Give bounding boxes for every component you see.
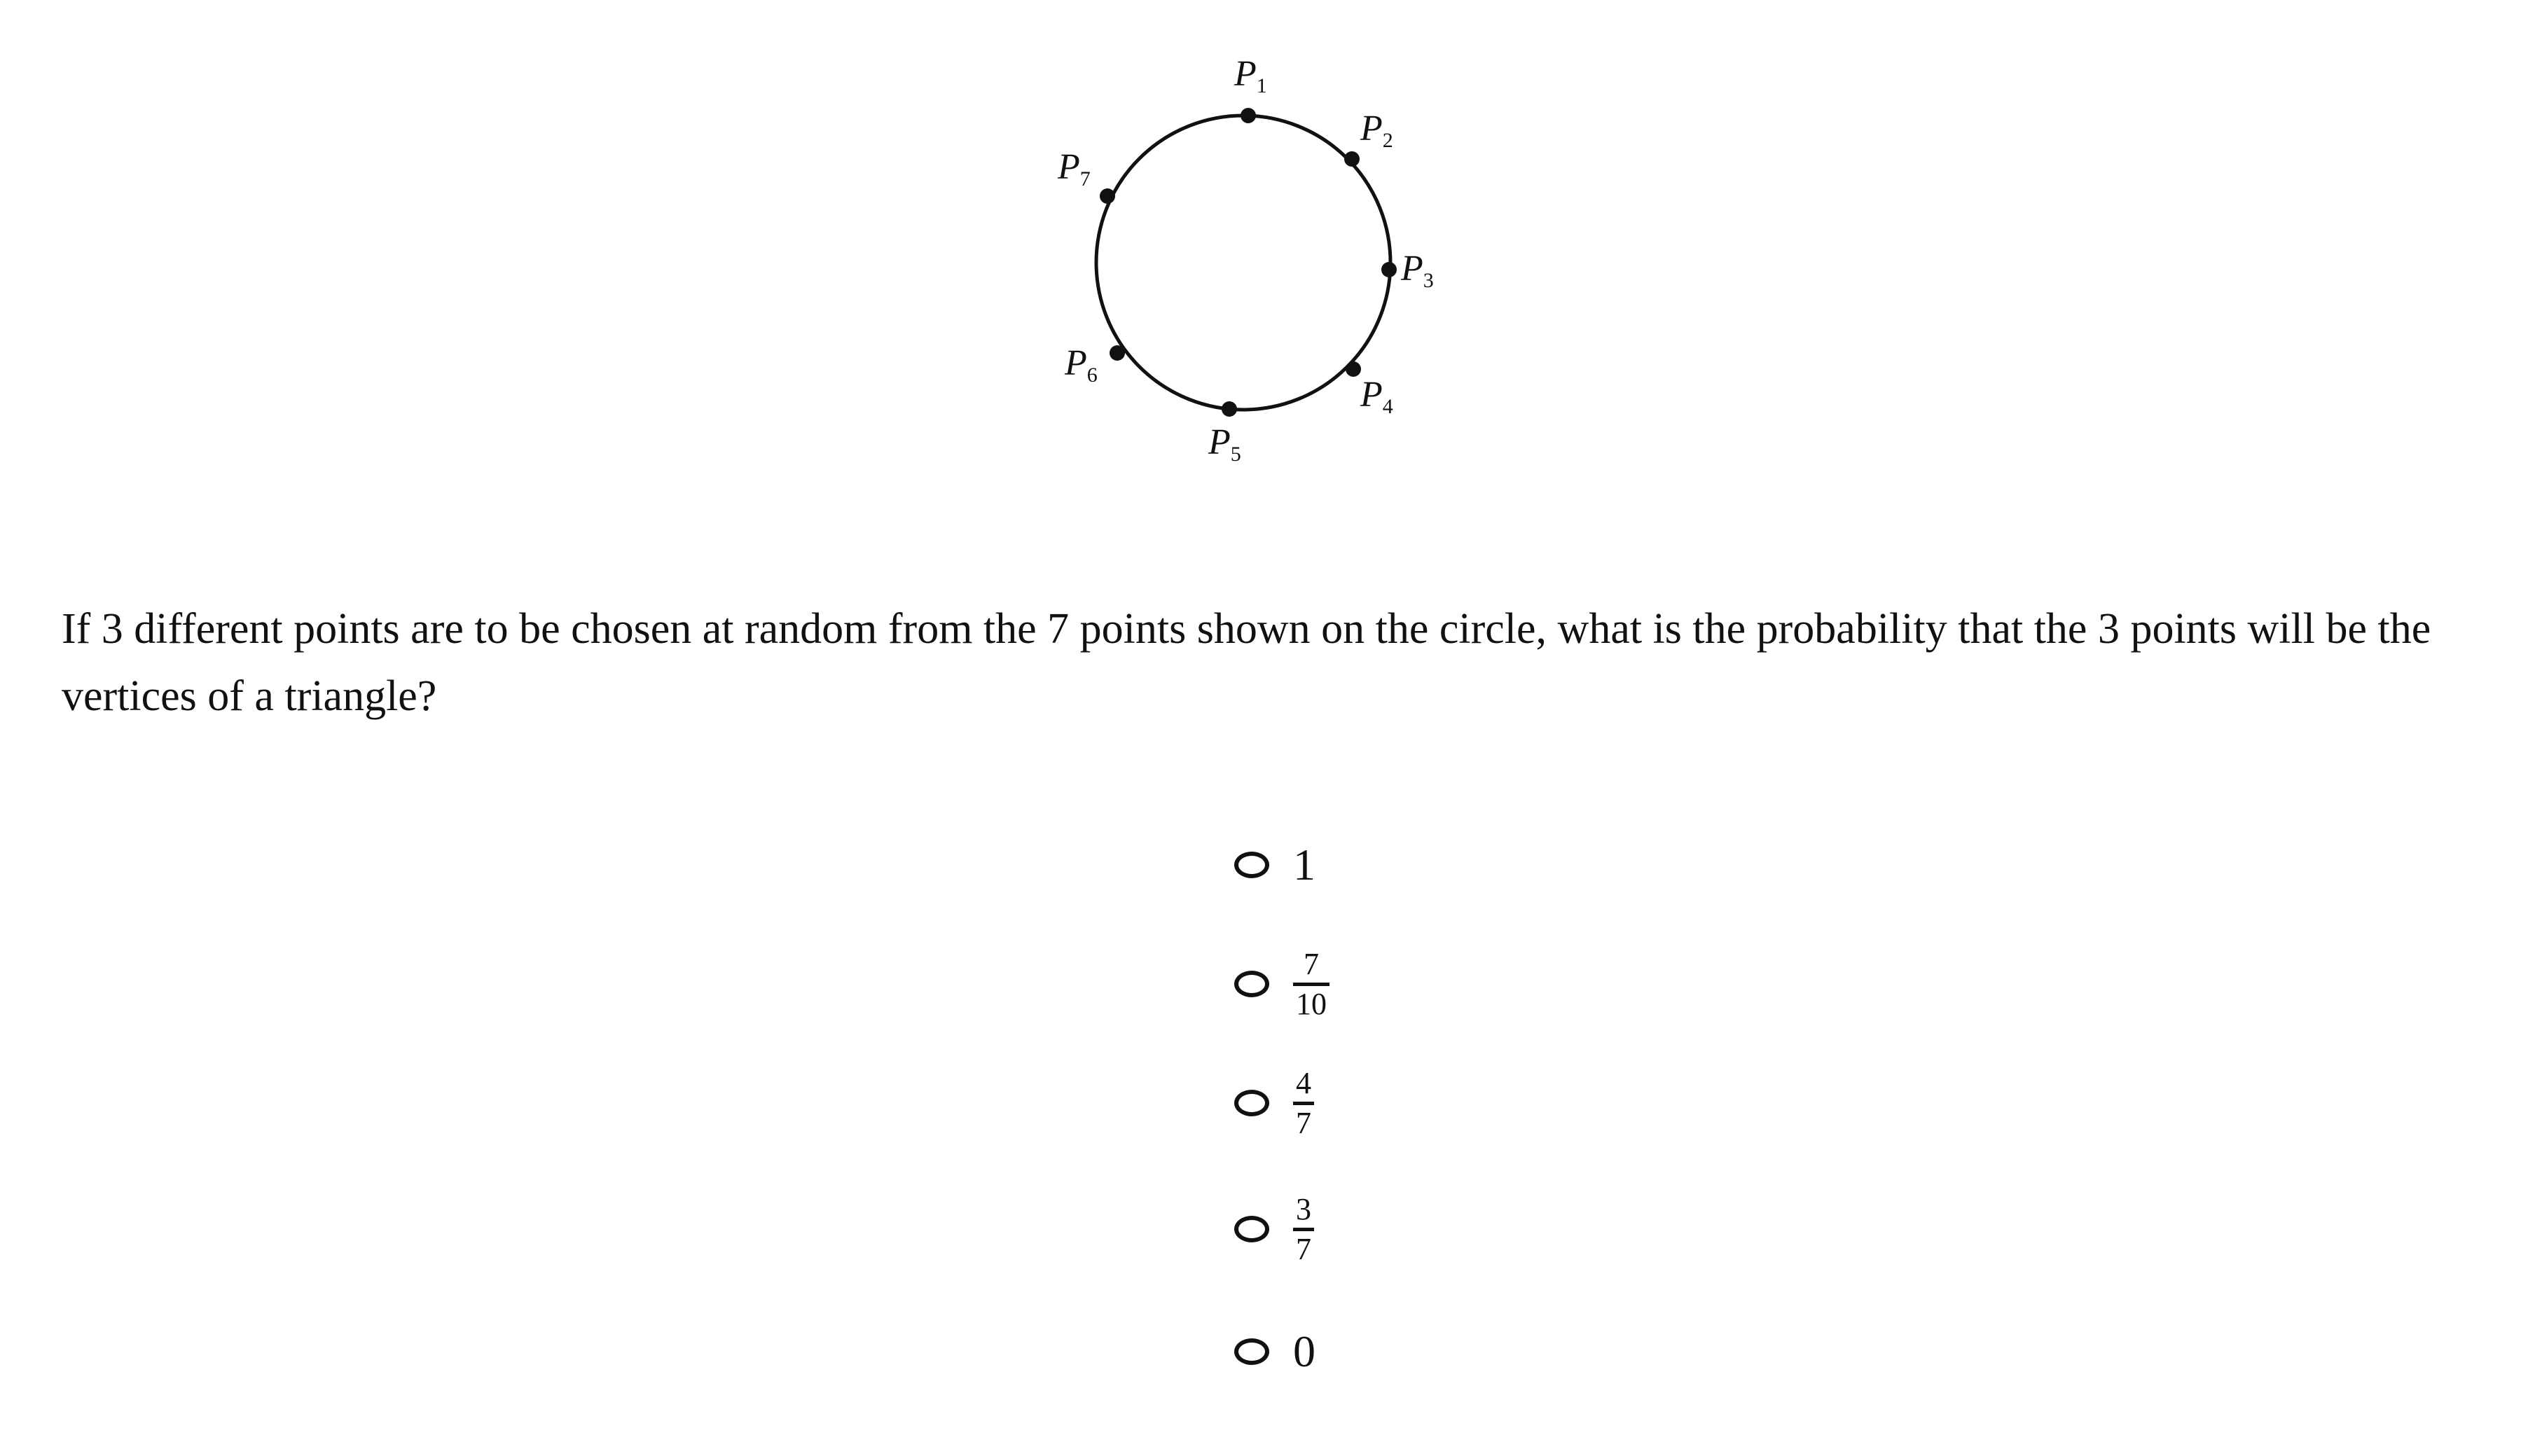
fraction-numerator: 4 <box>1296 1065 1311 1100</box>
point-p1 <box>1241 108 1256 123</box>
point-p6 <box>1110 345 1125 361</box>
answer-choice-4-7[interactable] <box>1234 1061 1314 1145</box>
label-p4: P4 <box>1360 375 1393 418</box>
point-p2 <box>1344 151 1360 167</box>
fraction-denominator: 7 <box>1296 1231 1311 1266</box>
label-p6: P6 <box>1065 343 1098 387</box>
choice-fraction <box>1293 1191 1314 1266</box>
choice-fraction <box>1293 946 1329 1021</box>
choice-fraction <box>1293 1065 1314 1140</box>
question-text: If 3 different points are to be chosen at random from the 7 points shown on the circle, what is the probability that the 3 points will be the vertices of a triangle? <box>62 605 2431 720</box>
point-p7 <box>1100 188 1115 204</box>
answer-choice-1[interactable] <box>1234 823 1315 907</box>
label-p3: P3 <box>1401 249 1434 292</box>
label-p7: P7 <box>1058 147 1091 190</box>
fraction-denominator: 10 <box>1296 986 1327 1021</box>
choice-label: 0 <box>1293 1326 1315 1376</box>
fraction-numerator: 7 <box>1304 946 1319 981</box>
circle-diagram <box>1037 49 1485 497</box>
point-p4 <box>1346 361 1361 377</box>
radio-button[interactable] <box>1234 1090 1269 1116</box>
point-p3 <box>1381 262 1397 277</box>
label-p1: P1 <box>1234 54 1267 97</box>
radio-button[interactable] <box>1234 971 1269 997</box>
choice-label: 1 <box>1293 840 1315 889</box>
answer-choice-3-7[interactable] <box>1234 1187 1314 1271</box>
answer-choice-0[interactable] <box>1234 1310 1315 1394</box>
label-p5: P5 <box>1208 422 1241 466</box>
fraction-denominator: 7 <box>1296 1105 1311 1140</box>
point-p5 <box>1222 401 1237 417</box>
fraction-numerator: 3 <box>1296 1191 1311 1226</box>
radio-button[interactable] <box>1234 1338 1269 1365</box>
answer-choice-7-10[interactable] <box>1234 942 1329 1026</box>
label-p2: P2 <box>1360 109 1393 152</box>
radio-button[interactable] <box>1234 1216 1269 1242</box>
circle-figure <box>1037 49 1485 497</box>
radio-button[interactable] <box>1234 852 1269 878</box>
